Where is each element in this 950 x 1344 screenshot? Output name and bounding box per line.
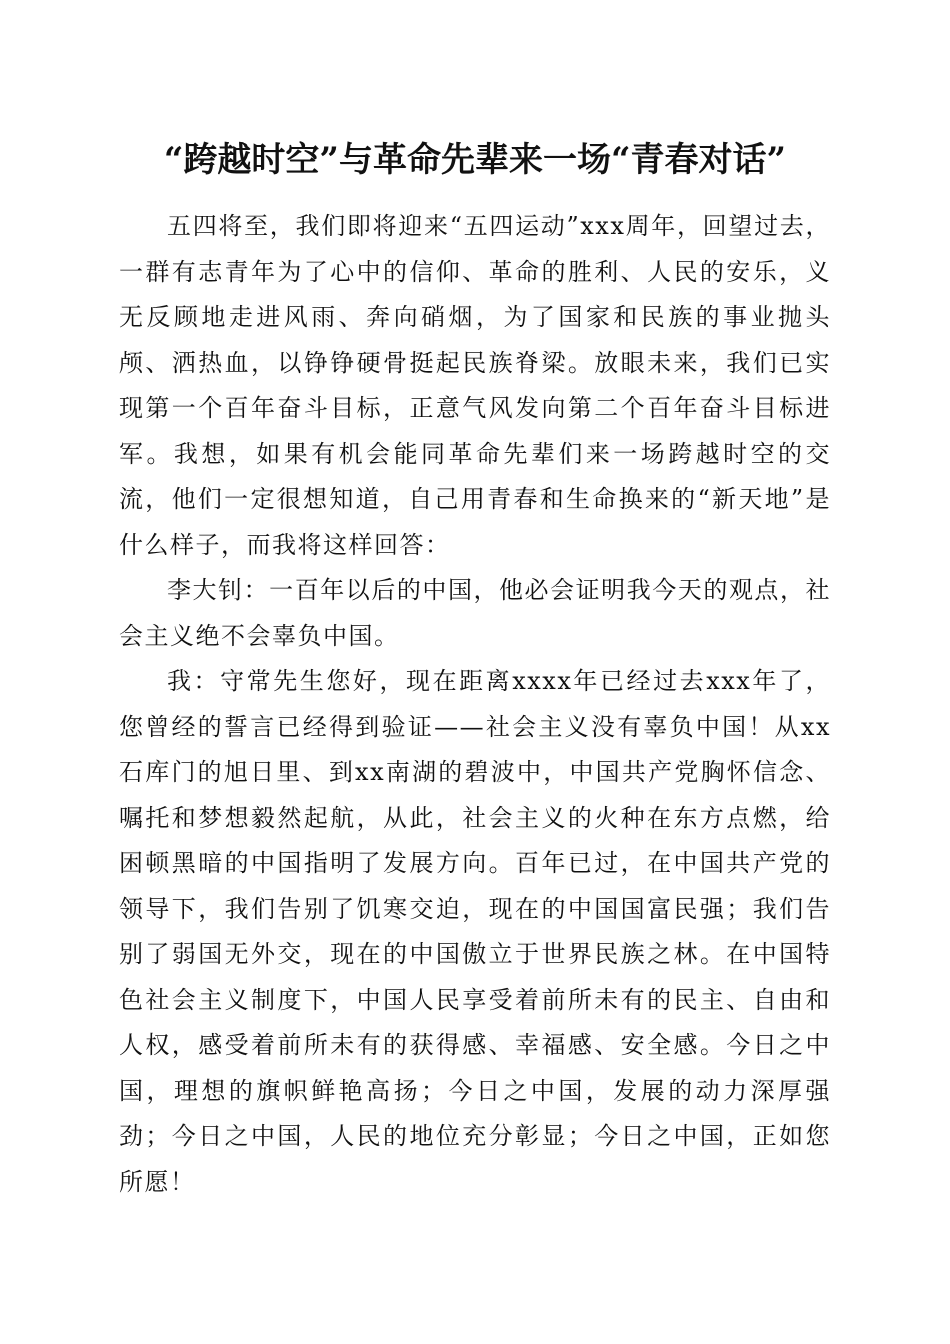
paragraph-reply: 我：守常先生您好，现在距离xxxx年已经过去xxx年了，您曾经的誓言已经得到验证——社会主义没有辜负中国！从xx石库门的旭日里、到xx南湖的碧波中，中国共产党胸怀信念、嘱托和梦想毅然起航，从此，社会主义的火种在东方点燃，给困顿黑暗的中国指明了发展方向。百年已过，在中国共产党的领导下，我们告别了饥寒交迫，现在的中国国富民强；我们告别了弱国无外交，现在的中国傲立于世界民族之林。在中国特色社会主义制度下，中国人民享受着前所未有的民主、自由和人权，感受着前所未有的获得感、幸福感、安全感。今日之中国，理想的旗帜鲜艳高扬；今日之中国，发展的动力深厚强劲；今日之中国，人民的地位充分彰显；今日之中国，正如您所愿！ [119, 667, 831, 1196]
paragraph-li-dazhao-quote: 李大钊：一百年以后的中国，他必会证明我今天的观点，社会主义绝不会辜负中国。 [119, 576, 831, 650]
document-title: “跨越时空”与革命先辈来一场“青春对话” [163, 140, 787, 180]
paragraph-intro: 五四将至，我们即将迎来“五四运动”xxx周年，回望过去，一群有志青年为了心中的信仰、革命的胜利、人民的安乐，义无反顾地走进风雨、奔向硝烟，为了国家和民族的事业抛头颅、洒热血，以铮铮硬骨挺起民族脊梁。放眼未来，我们已实现第一个百年奋斗目标，正意气风发向第二个百年奋斗目标进军。我想，如果有机会能同革命先辈们来一场跨越时空的交流，他们一定很想知道，自己用青春和生命换来的“新天地”是什么样子，而我将这样回答： [119, 212, 831, 559]
document-body [119, 204, 831, 1205]
